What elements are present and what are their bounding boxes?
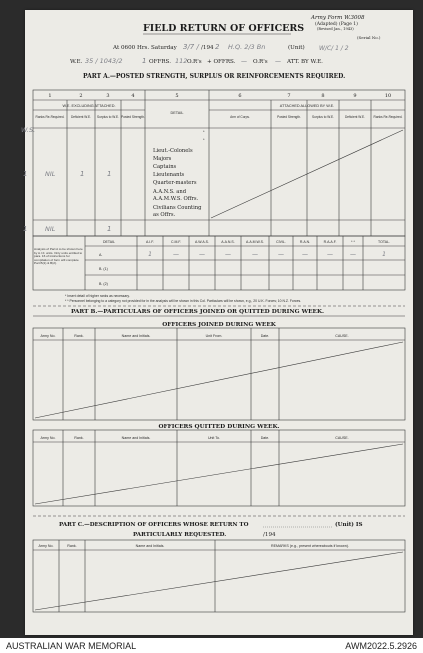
revised-label: (Revised Jan., 1943)	[317, 27, 354, 31]
year-handwritten: 2	[215, 43, 220, 51]
joined-head: Rank.	[74, 334, 84, 338]
we-handwritten: 35 / 1043/2	[85, 57, 123, 65]
analysis-table	[33, 236, 405, 290]
analysis-a-value: —	[173, 251, 179, 258]
footer-bar	[0, 638, 423, 653]
rank-label: Civilians Counting	[153, 205, 202, 211]
handwritten-total: 1	[107, 225, 112, 233]
analysis-row-label: B. (2)	[99, 282, 108, 286]
handwritten-one: 1	[80, 170, 85, 178]
part-c-head: Name and Initials.	[135, 544, 165, 548]
attached-heading: ATTACHED ALLOWED BY W.E.	[279, 104, 335, 108]
ors-handwritten: 112	[175, 57, 188, 65]
cancel-line-quitted	[35, 444, 403, 504]
offrs-label: OFFRS.	[149, 59, 171, 65]
col-head: Posted Strength.	[121, 115, 145, 119]
col-head: Ranks Re-Required.	[373, 115, 403, 119]
analysis-a-value: —	[199, 251, 205, 258]
analysis-a-value: —	[350, 251, 356, 258]
ors2-label: O.R's	[253, 59, 268, 65]
part-c-head: Rank.	[67, 544, 77, 548]
asterisk-mark: *	[203, 137, 205, 142]
analysis-a-value: —	[302, 251, 308, 258]
unit-handwritten: H.Q. 2/3 Bn	[228, 43, 266, 51]
serial-handwritten: W/C/ 1 / 2	[319, 45, 349, 52]
col-number: 5	[175, 93, 179, 99]
quitted-head: Date.	[260, 436, 270, 440]
analysis-head: DETAIL	[103, 240, 115, 244]
rank-label: A.A.N.S. and	[153, 189, 187, 195]
date-handwritten: 3/7 /	[183, 43, 199, 51]
part-c-table	[33, 540, 405, 612]
part-b-title: PART B.—PARTICULARS OF OFFICERS JOINED OR QUITTED DURING WEEK.	[71, 309, 325, 315]
adapted-label: (Adapted) (Page 1)	[315, 22, 358, 27]
analysis-head: R.A.N.	[299, 240, 311, 244]
part-c-requested: PARTICULARLY REQUESTED.	[133, 532, 227, 538]
rank-label: as Offrs.	[153, 212, 176, 218]
quitted-title: OFFICERS QUITTED DURING WEEK.	[158, 424, 280, 430]
col-number: 9	[353, 93, 357, 99]
quitted-head: CAUSE.	[335, 436, 349, 440]
serial-label: (Serial No.)	[357, 35, 381, 40]
analysis-row-label: B. (1)	[99, 267, 108, 271]
we-label: W.E.	[70, 59, 83, 65]
handwritten-one-b: 1	[107, 170, 112, 178]
at-hours-label: At 0600 Hrs. Saturday	[113, 45, 177, 51]
col-number: 8	[321, 93, 325, 99]
col-head: Arm of Corps.	[230, 115, 250, 119]
part-a-title: PART A.—POSTED STRENGTH, SURPLUS OR REINFORCEMENTS REQUIRED.	[83, 73, 346, 80]
offrs-handwritten: 1	[142, 57, 147, 65]
handwritten-margin-1: 1	[23, 170, 28, 178]
rank-label: A.A.M.W.S. Offrs.	[153, 196, 199, 202]
joined-head: Date.	[260, 334, 270, 338]
col-head: Deficient W.E.	[344, 115, 366, 119]
analysis-head: A.W.A.S.	[194, 240, 210, 244]
col-head: Surplus to W.E.	[97, 115, 119, 119]
analysis-head: A.I.F.	[146, 240, 154, 244]
ors-label: O.R's	[187, 59, 202, 65]
cancel-line-part-c	[35, 552, 403, 610]
analysis-a-value: —	[252, 251, 258, 258]
rank-label: Quarter-masters	[153, 180, 197, 186]
joined-head: Name and Initials.	[121, 334, 151, 338]
year-label: /194	[201, 45, 214, 51]
ors2-dash: —	[275, 58, 281, 65]
joined-head: Army No.	[40, 334, 56, 338]
quitted-head: Name and Initials.	[121, 436, 151, 440]
footnote-2: * * Personnel belonging to a category not provided for in the analysis will be shown in this Col. Particulars will be shown, e.g., 20 U.K. Forces; 10 N.Z. Forces.	[65, 299, 302, 303]
col-number: 3	[106, 93, 110, 99]
rank-label: Lieut.-Colonels	[153, 148, 193, 154]
army-form-label: Army Form W.3008	[311, 15, 365, 21]
form-title: FIELD RETURN OF OFFICERS	[143, 23, 305, 34]
quitted-head: Rank.	[74, 436, 84, 440]
analysis-a-value: 1	[148, 251, 152, 258]
analysis-head: TOTAL.	[378, 240, 390, 244]
col-number: 2	[79, 93, 83, 99]
joined-head: Unit From.	[205, 334, 223, 338]
form-drawing	[21, 10, 413, 635]
handwritten-total-nil: NIL	[45, 225, 56, 233]
quitted-head: Army No.	[40, 436, 56, 440]
col-number: 7	[287, 93, 291, 99]
analysis-note	[34, 248, 84, 286]
footnote-1: * Insert detail of higher ranks as necessary.	[65, 294, 130, 298]
analysis-note-text: Analysis of Part A to be shown here by A.I.F. units. Only units entitled to para. 16 of instructions for compilation of form will complete Part B(1) & B(2).	[34, 247, 83, 266]
handwritten-total-left: 1	[23, 225, 28, 233]
unit-label: (Unit)	[288, 45, 305, 51]
att-label: ATT. BY W.E.	[287, 59, 323, 65]
analysis-a-value: —	[327, 251, 333, 258]
analysis-a-value: —	[225, 251, 231, 258]
quitted-table	[33, 430, 405, 506]
footer-accession: AWM2022.5.2926	[345, 641, 417, 651]
analysis-head: A.A.M.W.S.	[246, 240, 264, 244]
rank-label: Lieutenants	[153, 172, 185, 178]
handwritten-ws: W.S.	[21, 126, 36, 134]
col-number: 10	[384, 93, 392, 99]
asterisk-mark: *	[203, 129, 205, 134]
part-c-unit: (Unit) IS	[335, 522, 363, 528]
part-c-head: REMARKS (e.g., present whereabouts if known).	[271, 544, 349, 548]
analysis-head: R.A.A.F.	[323, 240, 337, 244]
col-number: 1	[48, 93, 52, 99]
form-sheet	[21, 10, 413, 635]
quitted-head: Unit To.	[207, 436, 221, 440]
analysis-head: CIVIL.	[276, 240, 286, 244]
cancel-line-joined	[35, 342, 403, 418]
col-head: Surplus to W.E.	[312, 115, 334, 119]
analysis-row-label: A.	[99, 253, 103, 257]
analysis-a-value: —	[278, 251, 284, 258]
col-head: Posted Strength.	[277, 115, 301, 119]
analysis-a-value: 1	[382, 251, 386, 258]
analysis-head: C.M.F.	[170, 240, 182, 244]
handwritten-nil: NIL	[45, 170, 56, 178]
plus-offrs-dash: —	[241, 58, 247, 65]
we-excluding-heading: W.E. EXCLUDING ATTACHED.	[62, 104, 116, 108]
col-number: 4	[131, 93, 135, 99]
col-head: Deficient W.E.	[70, 115, 92, 119]
col-head: Ranks Re-Required.	[35, 115, 65, 119]
footer-credit: AUSTRALIAN WAR MEMORIAL	[6, 641, 137, 651]
joined-table	[33, 328, 405, 420]
rank-label: Majors	[153, 156, 172, 162]
analysis-head: A.A.N.S.	[221, 240, 235, 244]
joined-head: CAUSE.	[335, 334, 349, 338]
part-c-title: PART C.—DESCRIPTION OF OFFICERS WHOSE RETURN TO	[59, 522, 249, 528]
part-c-year: /194	[263, 532, 276, 538]
detail-heading: DETAIL	[170, 111, 184, 115]
plus-offrs-label: + OFFRS.	[207, 59, 236, 65]
part-c-head: Army No.	[38, 544, 54, 548]
rank-label: Captains	[153, 164, 177, 170]
analysis-head: * *	[351, 240, 355, 244]
col-number: 6	[238, 93, 242, 99]
joined-title: OFFICERS JOINED DURING WEEK	[162, 322, 276, 328]
